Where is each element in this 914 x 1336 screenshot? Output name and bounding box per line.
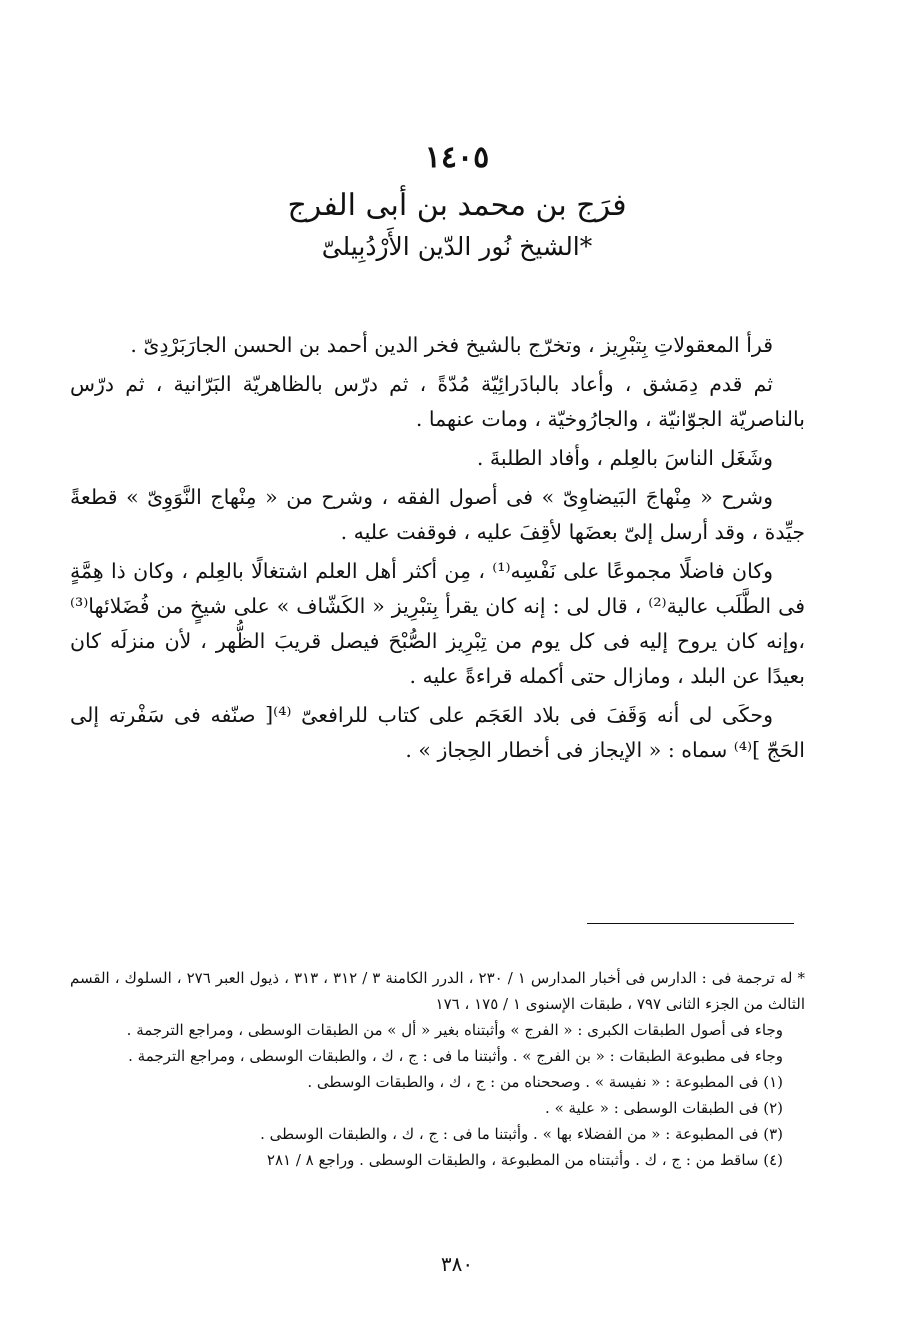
- entry-title: الشيخ نُور الدّين الأَرْدُبِيلىّ*: [321, 232, 593, 261]
- body-paragraph: وحكَى لى أنه وَقَفَ فى بلاد العَجَم على كتاب للرافعىّ ⁽⁴⁾[ صنّفه فى سَفْرته إلى الحَجّ ]⁽⁴⁾ سماه : « الإيجاز فى أخطار الحِجاز » .: [70, 703, 805, 762]
- entry-name: فرَج بن محمد بن أبى الفرج: [287, 188, 627, 223]
- footnote-separator: [587, 923, 794, 924]
- body-paragraph: ثم قدم دِمَشق ، وأعاد بالبادَرائِيّة مُدّةً ، ثم درّس بالظاهريّة البَرّانية ، ثم درّس بالناصريّة الجوّانيّة ، والجارُوخيّة ، ومات عنهما .: [70, 372, 805, 431]
- footnote: وجاء فى أصول الطبقات الكبرى : « الفرج » وأثبتناه بغير « أل » من الطبقات الوسطى ، ومراجع الترجمة .: [126, 1021, 783, 1039]
- body-paragraph: وكان فاضلًا مجموعًا على نَفْسِه⁽¹⁾ ، مِن أكثر أهل العلم اشتغالًا بالعِلم ، وكان ذا هِمَّةٍ فى الطَّلَب عالية⁽²⁾ ، قال لى : إنه كان يقرأ بِتبْرِيز « الكَشّاف » على شيخٍ من فُضَلائها⁽³⁾ ،وإنه كان يروح إليه فى كل يوم من تِبْرِيز الصُّبْحَ فيصل قريبَ الظُّهر ، لأن منزلَه كان بعيدًا عن البلد ، ومازال حتى أكمله قراءةً عليه .: [70, 559, 805, 688]
- footnote: (١) فى المطبوعة : « نفيسة » . وصححناه من : ج ، ك ، والطبقات الوسطى .: [307, 1073, 783, 1091]
- body-text: [70, 328, 805, 772]
- footnote: * له ترجمة فى : الدارس فى أخبار المدارس ١ / ٢٣٠ ، الدرر الكامنة ٣ / ٣١٢ ، ٣١٣ ، ذيول العبر ٢٧٦ ، السلوك ، القسم الثالث من الجزء الثانى ٧٩٧ ، طبقات الإسنوى ١ / ١٧٥ ، ١٧٦: [70, 969, 805, 1013]
- footnote: (٢) فى الطبقات الوسطى : « علية » .: [545, 1099, 783, 1117]
- body-paragraph: وشَغَل الناسَ بالعِلم ، وأفاد الطلبةَ .: [476, 446, 773, 470]
- page-number: ٣٨٠: [440, 1252, 474, 1276]
- body-paragraph: قرأ المعقولاتِ بِتبْرِيز ، وتخرّج بالشيخ فخر الدين أحمد بن الحسن الجارَبَرْدِىّ .: [130, 333, 773, 357]
- entry-number: ١٤٠٥: [424, 140, 490, 175]
- footnote: وجاء فى مطبوعة الطبقات : « بن الفرج » . وأثبتنا ما فى : ج ، ك ، والطبقات الوسطى ، ومراجع الترجمة .: [128, 1047, 783, 1065]
- footnotes: [70, 965, 805, 1173]
- footnote: (٣) فى المطبوعة : « من الفضلاء بها » . وأثبتنا ما فى : ج ، ك ، والطبقات الوسطى .: [260, 1125, 783, 1143]
- body-paragraph: وشرح « مِنْهاجَ البَيضاوِىّ » فى أصول الفقه ، وشرح من « مِنْهاج النَّوَوِىّ » قطعةً جيِّدة ، وقد أرسل إلىّ بعضَها لأقِفَ عليه ، فوقفت عليه .: [70, 485, 805, 544]
- footnote: (٤) ساقط من : ج ، ك . وأثبتناه من المطبوعة ، والطبقات الوسطى . وراجع ٨ / ٢٨١: [266, 1151, 783, 1169]
